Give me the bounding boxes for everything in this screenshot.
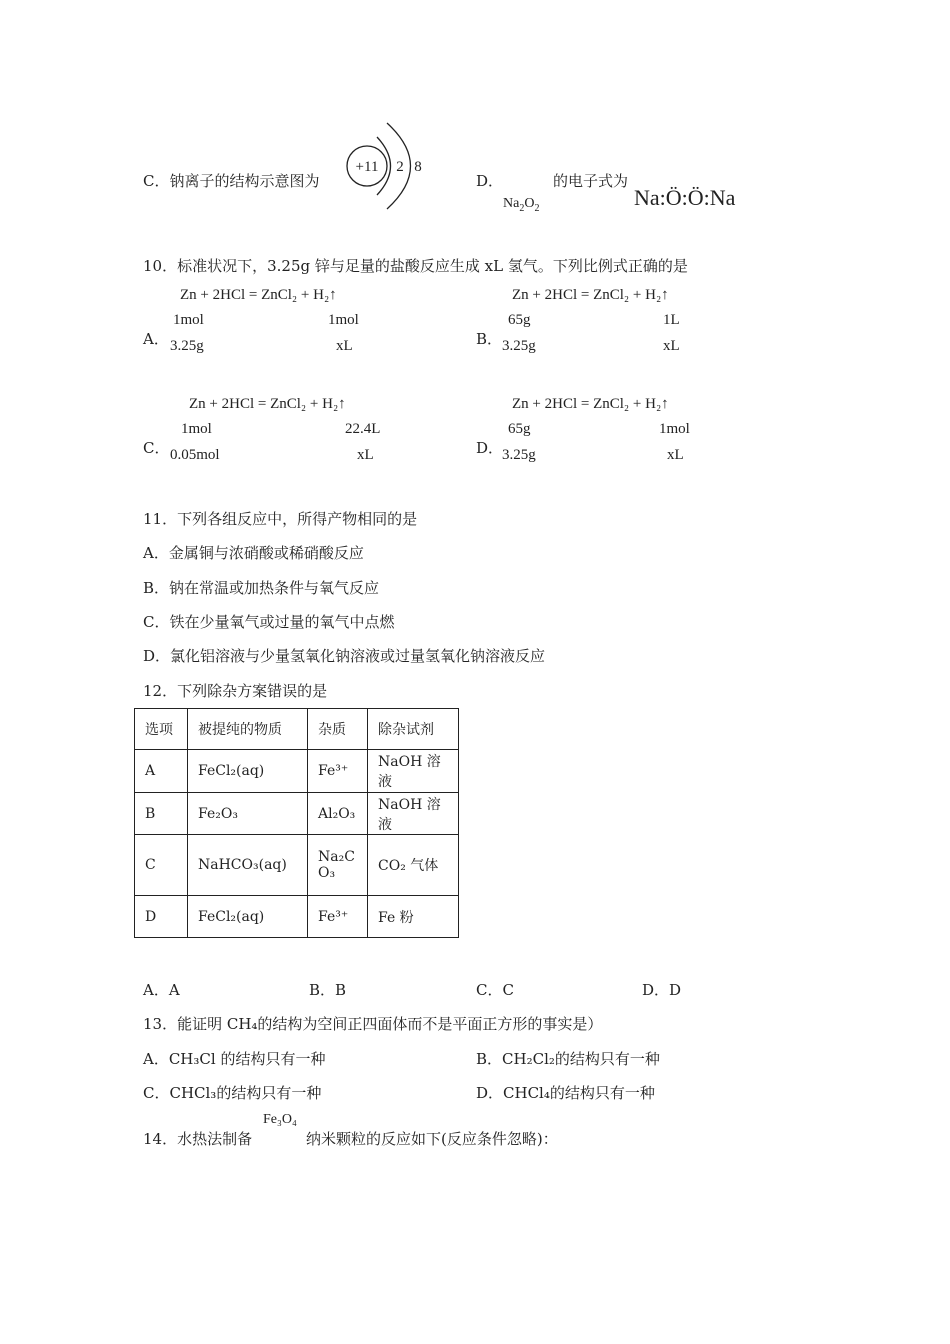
table-cell: NaOH 溶液 xyxy=(368,750,459,793)
q12-table xyxy=(134,708,459,938)
q9-option-d-text: 的电子式为 xyxy=(553,172,629,190)
q10-option-d-row1-left: 65g xyxy=(508,421,531,437)
table-cell: Al₂O₃ xyxy=(308,793,368,835)
q11-option-a: A．金属铜与浓硝酸或稀硝酸反应 xyxy=(143,544,364,562)
sodium-ion-diagram xyxy=(344,118,434,213)
shell2-electrons: 8 xyxy=(414,159,422,175)
q10-option-b-row2-left: 3.25g xyxy=(502,338,536,354)
table-row xyxy=(135,750,459,793)
q11-option-d: D．氯化铝溶液与少量氢氧化钠溶液或过量氢氧化钠溶液反应 xyxy=(143,647,546,665)
table-cell: D xyxy=(135,896,188,938)
q10-option-c-row1-right: 22.4L xyxy=(345,421,381,437)
table-cell: NaHCO₃(aq) xyxy=(188,835,308,896)
q13-option-d: D．CHCl₄的结构只有一种 xyxy=(476,1084,655,1102)
table-header-row xyxy=(135,709,459,750)
table-cell: Fe 粉 xyxy=(368,896,459,938)
table-cell: FeCl₂(aq) xyxy=(188,896,308,938)
q10-option-d-label: D． xyxy=(476,439,504,457)
na2o2-formula: $Na_2O_2$ xyxy=(503,196,540,214)
q12-option-c: C．C xyxy=(476,981,514,999)
table-cell: NaOH 溶液 xyxy=(368,793,459,835)
table-row xyxy=(135,835,459,896)
q11-stem: 11．下列各组反应中，所得产物相同的是 xyxy=(143,510,418,528)
shell1-electrons: 2 xyxy=(396,159,404,175)
nucleus-charge: +11 xyxy=(355,159,379,175)
table-header-cell: 除杂试剂 xyxy=(368,709,459,750)
q10-stem: 10．标准状况下，3.25g 锌与足量的盐酸反应生成 xL 氢气。下列比例式正确的是 xyxy=(143,257,688,275)
table-cell: C xyxy=(135,835,188,896)
q10-option-a-row1-right: 1mol xyxy=(328,312,359,328)
q10-option-b-label: B． xyxy=(476,330,503,348)
q10-option-b-row1-left: 65g xyxy=(508,312,531,328)
q10-option-d-row2-left: 3.25g xyxy=(502,447,536,463)
q9-option-d-label: D． xyxy=(476,172,504,190)
q10-option-a-row1-left: 1mol xyxy=(173,312,204,328)
q10-option-b-row2-right: xL xyxy=(663,338,680,354)
q13-stem: 13．能证明 CH₄的结构为空间正四面体而不是平面正方形的事实是） xyxy=(143,1015,603,1033)
table-cell: Na₂CO₃ xyxy=(308,835,368,896)
na2o2-lewis-structure: Na:Ö:Ö:Na xyxy=(634,185,736,210)
q10-option-c-row1-left: 1mol xyxy=(181,421,212,437)
table-row xyxy=(135,896,459,938)
table-cell: B xyxy=(135,793,188,835)
table-header-cell: 被提纯的物质 xyxy=(188,709,308,750)
table-cell: CO₂ 气体 xyxy=(368,835,459,896)
table-cell: Fe³⁺ xyxy=(308,750,368,793)
table-cell: Fe³⁺ xyxy=(308,896,368,938)
table-cell: Fe₂O₃ xyxy=(188,793,308,835)
table-header-cell: 杂质 xyxy=(308,709,368,750)
q10-option-b-equation: Zn + 2HCl = ZnCl₂ + H₂↑ xyxy=(512,287,669,303)
q10-option-d-equation: Zn + 2HCl = ZnCl₂ + H₂↑ xyxy=(512,396,669,412)
table-cell: A xyxy=(135,750,188,793)
q13-option-b: B．CH₂Cl₂的结构只有一种 xyxy=(476,1050,660,1068)
q10-option-d-row1-right: 1mol xyxy=(659,421,690,437)
q13-option-a: A．CH₃Cl 的结构只有一种 xyxy=(143,1050,326,1068)
q10-option-c-row2-left: 0.05mol xyxy=(170,447,220,463)
q10-option-a-row2-right: xL xyxy=(336,338,353,354)
q10-option-c-equation: Zn + 2HCl = ZnCl₂ + H₂↑ xyxy=(189,396,346,412)
q12-option-d: D．D xyxy=(642,981,682,999)
q10-option-b-row1-right: 1L xyxy=(663,312,680,328)
q10-option-c-label: C． xyxy=(143,439,170,457)
q12-option-a: A．A xyxy=(143,981,180,999)
q11-option-b: B．钠在常温或加热条件与氧气反应 xyxy=(143,579,380,597)
table-cell: FeCl₂(aq) xyxy=(188,750,308,793)
q14-stem-end: 纳米颗粒的反应如下(反应条件忽略)： xyxy=(306,1130,558,1148)
q13-option-c: C．CHCl₃的结构只有一种 xyxy=(143,1084,322,1102)
q10-option-a-equation: Zn + 2HCl = ZnCl₂ + H₂↑ xyxy=(180,287,337,303)
q12-stem: 12．下列除杂方案错误的是 xyxy=(143,682,328,700)
table-row xyxy=(135,793,459,835)
q10-option-d-row2-right: xL xyxy=(667,447,684,463)
q14-stem-start: 14．水热法制备 xyxy=(143,1130,253,1148)
q12-option-b: B．B xyxy=(309,981,347,999)
q10-option-c-row2-right: xL xyxy=(357,447,374,463)
table-header-cell: 选项 xyxy=(135,709,188,750)
q10-option-a-row2-left: 3.25g xyxy=(170,338,204,354)
electron-shell-1 xyxy=(377,137,391,195)
q11-option-c: C．铁在少量氧气或过量的氧气中点燃 xyxy=(143,613,395,631)
q14-formula: Fe₃O₄ xyxy=(263,1112,297,1127)
q10-option-a-label: A． xyxy=(143,330,169,348)
q9-option-c-label: C．钠离子的结构示意图为 xyxy=(143,172,320,190)
